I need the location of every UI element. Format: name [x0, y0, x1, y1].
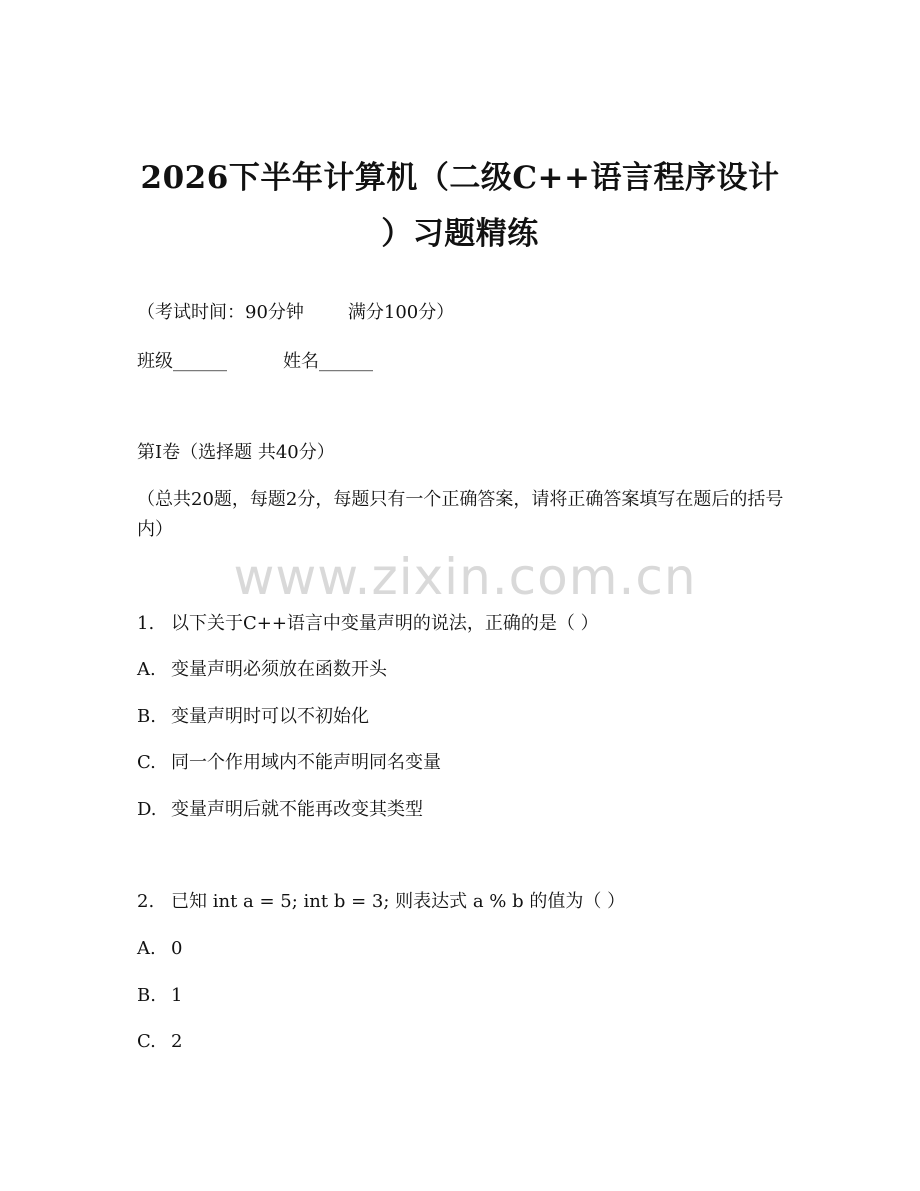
question-2-option-c — [137, 1029, 182, 1055]
student-fields — [137, 349, 373, 375]
exam-score: 满分100分） — [347, 302, 455, 323]
exam-time: （考试时间：90分钟 — [137, 302, 304, 323]
question-1-option-c — [137, 750, 441, 776]
option-label: B. — [137, 985, 156, 1006]
question-text: 以下关于C++语言中变量声明的说法，正确的是（ ） — [171, 613, 599, 634]
option-label: B. — [137, 706, 156, 727]
question-1-option-a — [137, 657, 387, 683]
question-2-option-b — [137, 983, 182, 1009]
option-label: D. — [137, 799, 157, 820]
title-line-2: ）习题精练 — [381, 216, 539, 252]
name-field: 姓名______ — [283, 351, 373, 372]
question-1 — [137, 611, 599, 637]
option-text: 变量声明必须放在函数开头 — [171, 659, 387, 680]
option-text: 变量声明后就不能再改变其类型 — [171, 799, 423, 820]
option-label: C. — [137, 1031, 156, 1052]
document-title — [110, 150, 810, 262]
option-label: A. — [137, 938, 156, 959]
question-2 — [137, 889, 625, 915]
option-label: A. — [137, 659, 156, 680]
option-text: 同一个作用域内不能声明同名变量 — [171, 752, 441, 773]
class-field: 班级______ — [137, 351, 227, 372]
section-instructions: （总共20题，每题2分，每题只有一个正确答案，请将正确答案填写在题后的括号内） — [137, 489, 784, 540]
question-1-option-d — [137, 797, 423, 823]
watermark: www.zixin.com.cn — [233, 548, 697, 606]
question-number: 1. — [137, 613, 155, 634]
question-2-option-a — [137, 936, 182, 962]
title-line-1: 2026下半年计算机（二级C++语言程序设计 — [140, 160, 780, 196]
option-text: 2 — [171, 1031, 183, 1052]
section-header: 第I卷（选择题 共40分） — [137, 442, 335, 463]
exam-info — [137, 300, 454, 326]
option-text: 变量声明时可以不初始化 — [171, 706, 369, 727]
question-number: 2. — [137, 891, 155, 912]
option-label: C. — [137, 752, 156, 773]
option-text: 1 — [171, 985, 183, 1006]
option-text: 0 — [171, 938, 183, 959]
question-text: 已知 int a = 5; int b = 3; 则表达式 a % b 的值为（ ） — [171, 891, 626, 912]
question-1-option-b — [137, 704, 369, 730]
